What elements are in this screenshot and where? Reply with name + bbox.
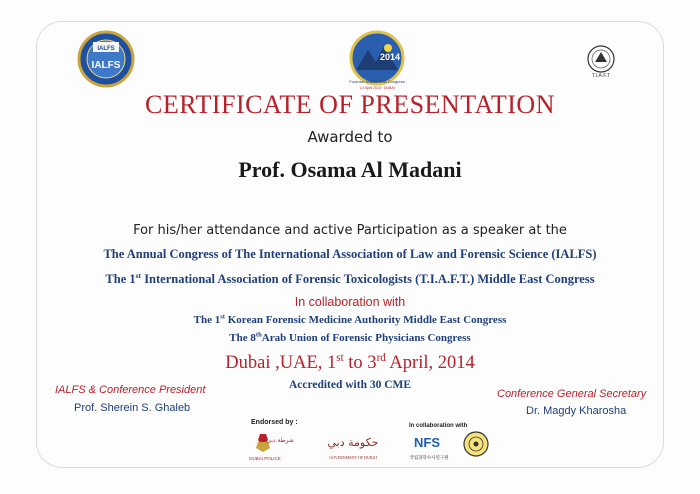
congress-2014-logo <box>342 30 412 92</box>
government-of-dubai-logo <box>320 430 386 464</box>
congress-name: Forensic Middle East Congress <box>349 79 405 84</box>
participation-intro: For his/her attendance and active Participation as a speaker at the <box>133 223 567 238</box>
ialfs-logo-text: IALFS <box>91 60 121 71</box>
government-label: GOVERNMENT OF DUBAI <box>329 455 377 460</box>
in-collaboration-small-label: In collaboration with <box>409 423 468 429</box>
recipient-name: Prof. Osama Al Madani <box>238 157 462 182</box>
arab-line-rest: Arab Union of Forensic Physicians Congress <box>261 332 471 344</box>
nfs-logo <box>405 430 457 464</box>
secretary-role: Conference General Secretary <box>497 388 647 400</box>
endorsed-by-label: Endorsed by : <box>251 419 298 426</box>
tiaft-line-prefix: The 1 <box>105 272 136 286</box>
dates-rest: April, 2014 <box>385 353 475 373</box>
korean-authority-seal <box>462 430 490 460</box>
tiaft-line-sup: st <box>135 270 142 280</box>
president-role: IALFS & Conference President <box>55 384 206 396</box>
certificate-title: CERTIFICATE OF PRESENTATION <box>145 90 555 119</box>
ialfs-logo <box>77 30 135 88</box>
ialfs-congress-line: The Annual Congress of The International Association of Law and Forensic Science (IALFS) <box>103 247 597 261</box>
arab-line-prefix: The 8 <box>229 332 256 344</box>
dates-sup-2: rd <box>376 351 386 364</box>
dubai-police-arabic: شرطة دبي <box>266 437 294 444</box>
tiaft-logo-text: T.I.A.F.T <box>591 73 611 79</box>
arab-union-line <box>0 331 700 345</box>
dubai-police-label: DUBAI POLICE <box>249 456 281 461</box>
tiaft-logo <box>583 43 619 79</box>
collaboration-heading: In collaboration with <box>294 295 406 309</box>
event-dates <box>0 352 700 374</box>
dates-sup-1: st <box>336 351 344 364</box>
government-arabic: حكومة دبي <box>327 436 379 449</box>
korean-congress-line <box>0 313 700 327</box>
dates-mid: to 3 <box>343 353 377 373</box>
korean-line-rest: Korean Forensic Medicine Authority Middle East Congress <box>224 314 507 326</box>
korean-line-prefix: The 1 <box>193 314 221 326</box>
awarded-to-label: Awarded to <box>307 128 393 146</box>
secretary-name: Dr. Magdy Kharosha <box>526 405 627 417</box>
arab-line-sup: th <box>255 331 262 339</box>
korean-line-sup: st <box>220 313 225 321</box>
accreditation: Accredited with 30 CME <box>288 379 412 391</box>
tiaft-congress-line <box>0 271 700 287</box>
dates-prefix: Dubai ,UAE, 1 <box>225 353 337 373</box>
tiaft-line-rest: International Association of Forensic Toxicologists (T.I.A.F.T.) Middle East Congress <box>141 272 595 286</box>
nfs-logo-text: NFS <box>414 435 440 450</box>
congress-year: 2014 <box>379 52 401 62</box>
congress-dates: 1-3 April 2014 · DUBAI <box>359 86 395 90</box>
nfs-korean-text: 국립과학수사연구원 <box>409 456 449 461</box>
ialfs-ring-text: IALFS <box>97 46 115 52</box>
president-name: Prof. Sherein S. Ghaleb <box>74 402 191 414</box>
dubai-police-logo <box>240 430 294 464</box>
